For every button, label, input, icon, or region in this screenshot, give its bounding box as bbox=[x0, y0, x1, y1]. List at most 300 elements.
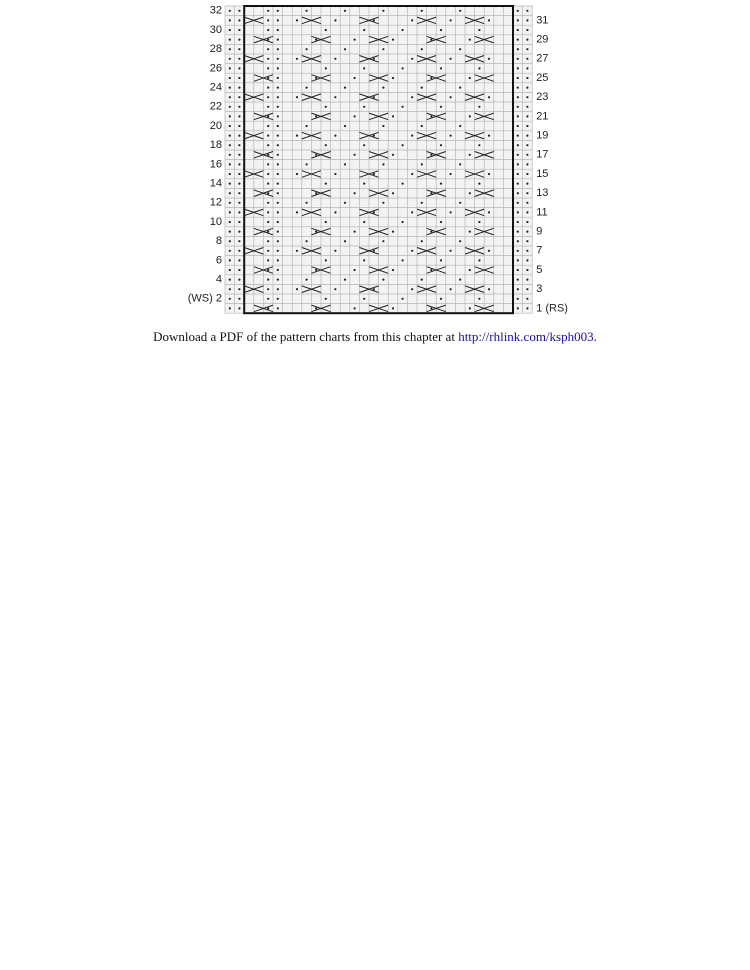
purl-dot bbox=[402, 259, 404, 261]
purl-dot bbox=[229, 19, 231, 21]
purl-dot bbox=[450, 250, 452, 252]
purl-dot bbox=[517, 48, 519, 50]
purl-dot bbox=[238, 77, 240, 79]
purl-dot bbox=[373, 58, 375, 60]
purl-dot bbox=[229, 106, 231, 108]
row-label-left: 12 bbox=[209, 196, 222, 209]
purl-dot bbox=[517, 307, 519, 309]
purl-dot bbox=[229, 29, 231, 31]
purl-dot bbox=[229, 307, 231, 309]
purl-dot bbox=[421, 279, 423, 281]
row-label-left: 22 bbox=[209, 100, 222, 113]
purl-dot bbox=[402, 144, 404, 146]
purl-dot bbox=[421, 163, 423, 165]
purl-dot bbox=[421, 48, 423, 50]
purl-dot bbox=[277, 173, 279, 175]
purl-dot bbox=[229, 269, 231, 271]
purl-dot bbox=[229, 250, 231, 252]
purl-dot bbox=[517, 39, 519, 41]
purl-dot bbox=[382, 202, 384, 204]
purl-dot bbox=[354, 192, 356, 194]
purl-dot bbox=[334, 135, 336, 137]
purl-dot bbox=[526, 115, 528, 117]
purl-dot bbox=[450, 19, 452, 21]
purl-dot bbox=[267, 87, 269, 89]
purl-dot bbox=[478, 67, 480, 69]
purl-dot bbox=[267, 125, 269, 127]
purl-dot bbox=[411, 96, 413, 98]
purl-dot bbox=[517, 269, 519, 271]
purl-dot bbox=[238, 87, 240, 89]
purl-dot bbox=[325, 259, 327, 261]
purl-dot bbox=[421, 240, 423, 242]
purl-dot bbox=[517, 154, 519, 156]
purl-dot bbox=[517, 87, 519, 89]
purl-dot bbox=[517, 250, 519, 252]
purl-dot bbox=[325, 298, 327, 300]
purl-dot bbox=[440, 144, 442, 146]
purl-dot bbox=[526, 211, 528, 213]
purl-dot bbox=[354, 154, 356, 156]
row-label-right: 29 bbox=[536, 33, 549, 46]
purl-dot bbox=[373, 211, 375, 213]
purl-dot bbox=[267, 231, 269, 233]
purl-dot bbox=[238, 10, 240, 12]
purl-dot bbox=[238, 48, 240, 50]
purl-dot bbox=[238, 125, 240, 127]
purl-dot bbox=[267, 115, 269, 117]
purl-dot bbox=[267, 10, 269, 12]
row-label-left: 14 bbox=[209, 177, 222, 190]
purl-dot bbox=[459, 48, 461, 50]
purl-dot bbox=[469, 269, 471, 271]
purl-dot bbox=[526, 250, 528, 252]
purl-dot bbox=[238, 202, 240, 204]
purl-dot bbox=[526, 135, 528, 137]
row-label-left: 24 bbox=[209, 81, 222, 94]
purl-dot bbox=[238, 221, 240, 223]
purl-dot bbox=[277, 77, 279, 79]
purl-dot bbox=[469, 115, 471, 117]
row-label-right: 5 bbox=[536, 263, 543, 276]
chart-caption bbox=[0, 329, 750, 345]
purl-dot bbox=[517, 259, 519, 261]
purl-dot bbox=[382, 87, 384, 89]
purl-dot bbox=[277, 183, 279, 185]
purl-dot bbox=[315, 77, 317, 79]
purl-dot bbox=[517, 221, 519, 223]
purl-dot bbox=[344, 279, 346, 281]
purl-dot bbox=[277, 29, 279, 31]
purl-dot bbox=[450, 96, 452, 98]
purl-dot bbox=[363, 67, 365, 69]
purl-dot bbox=[229, 125, 231, 127]
purl-dot bbox=[277, 298, 279, 300]
purl-dot bbox=[334, 19, 336, 21]
purl-dot bbox=[382, 48, 384, 50]
row-label-right: 1 (RS) bbox=[536, 302, 568, 315]
purl-dot bbox=[277, 48, 279, 50]
purl-dot bbox=[430, 307, 432, 309]
purl-dot bbox=[517, 125, 519, 127]
purl-dot bbox=[229, 77, 231, 79]
purl-dot bbox=[526, 202, 528, 204]
purl-dot bbox=[325, 144, 327, 146]
purl-dot bbox=[277, 240, 279, 242]
row-label-left: 8 bbox=[215, 235, 222, 248]
purl-dot bbox=[229, 10, 231, 12]
purl-dot bbox=[440, 221, 442, 223]
purl-dot bbox=[440, 106, 442, 108]
purl-dot bbox=[306, 125, 308, 127]
purl-dot bbox=[238, 96, 240, 98]
purl-dot bbox=[277, 288, 279, 290]
purl-dot bbox=[267, 288, 269, 290]
purl-dot bbox=[402, 298, 404, 300]
purl-dot bbox=[421, 10, 423, 12]
purl-dot bbox=[517, 279, 519, 281]
purl-dot bbox=[229, 39, 231, 41]
purl-dot bbox=[315, 154, 317, 156]
purl-dot bbox=[344, 87, 346, 89]
row-label-left: 16 bbox=[209, 158, 222, 171]
row-label-right: 21 bbox=[536, 110, 549, 123]
purl-dot bbox=[478, 144, 480, 146]
purl-dot bbox=[402, 221, 404, 223]
purl-dot bbox=[526, 163, 528, 165]
purl-dot bbox=[440, 183, 442, 185]
purl-dot bbox=[440, 67, 442, 69]
purl-dot bbox=[354, 231, 356, 233]
purl-dot bbox=[392, 115, 394, 117]
purl-dot bbox=[296, 288, 298, 290]
purl-dot bbox=[267, 96, 269, 98]
purl-dot bbox=[450, 211, 452, 213]
purl-dot bbox=[325, 183, 327, 185]
purl-dot bbox=[488, 135, 490, 137]
purl-dot bbox=[238, 259, 240, 261]
purl-dot bbox=[459, 279, 461, 281]
purl-dot bbox=[229, 173, 231, 175]
purl-dot bbox=[267, 279, 269, 281]
purl-dot bbox=[450, 58, 452, 60]
purl-dot bbox=[229, 144, 231, 146]
purl-dot bbox=[296, 58, 298, 60]
purl-dot bbox=[517, 67, 519, 69]
purl-dot bbox=[229, 221, 231, 223]
purl-dot bbox=[392, 269, 394, 271]
caption-end: . bbox=[593, 329, 597, 344]
purl-dot bbox=[526, 240, 528, 242]
purl-dot bbox=[229, 135, 231, 137]
purl-dot bbox=[344, 240, 346, 242]
purl-dot bbox=[277, 39, 279, 41]
row-label-left: 4 bbox=[215, 273, 222, 286]
purl-dot bbox=[354, 115, 356, 117]
purl-dot bbox=[373, 19, 375, 21]
purl-dot bbox=[229, 298, 231, 300]
row-label-left: 32 bbox=[209, 4, 222, 17]
row-label-right: 3 bbox=[536, 283, 543, 296]
purl-dot bbox=[238, 19, 240, 21]
purl-dot bbox=[238, 279, 240, 281]
purl-dot bbox=[267, 259, 269, 261]
purl-dot bbox=[267, 298, 269, 300]
purl-dot bbox=[430, 77, 432, 79]
purl-dot bbox=[354, 39, 356, 41]
purl-dot bbox=[306, 48, 308, 50]
purl-dot bbox=[459, 163, 461, 165]
purl-dot bbox=[229, 163, 231, 165]
purl-dot bbox=[526, 288, 528, 290]
purl-dot bbox=[229, 115, 231, 117]
purl-dot bbox=[229, 96, 231, 98]
purl-dot bbox=[277, 231, 279, 233]
purl-dot bbox=[277, 106, 279, 108]
purl-dot bbox=[526, 87, 528, 89]
purl-dot bbox=[229, 183, 231, 185]
purl-dot bbox=[363, 259, 365, 261]
purl-dot bbox=[363, 29, 365, 31]
purl-dot bbox=[411, 19, 413, 21]
chart-grid bbox=[180, 0, 580, 320]
purl-dot bbox=[238, 135, 240, 137]
purl-dot bbox=[344, 125, 346, 127]
purl-dot bbox=[306, 202, 308, 204]
purl-dot bbox=[478, 259, 480, 261]
purl-dot bbox=[267, 173, 269, 175]
purl-dot bbox=[277, 269, 279, 271]
row-label-right: 25 bbox=[536, 71, 549, 84]
purl-dot bbox=[229, 211, 231, 213]
purl-dot bbox=[277, 58, 279, 60]
purl-dot bbox=[382, 125, 384, 127]
purl-dot bbox=[267, 39, 269, 41]
knitting-chart bbox=[180, 0, 580, 320]
purl-dot bbox=[363, 221, 365, 223]
purl-dot bbox=[526, 67, 528, 69]
purl-dot bbox=[277, 87, 279, 89]
purl-dot bbox=[517, 173, 519, 175]
purl-dot bbox=[277, 19, 279, 21]
purl-dot bbox=[267, 19, 269, 21]
purl-dot bbox=[363, 183, 365, 185]
purl-dot bbox=[267, 240, 269, 242]
purl-dot bbox=[306, 279, 308, 281]
purl-dot bbox=[325, 67, 327, 69]
purl-dot bbox=[238, 250, 240, 252]
purl-dot bbox=[344, 202, 346, 204]
purl-dot bbox=[315, 115, 317, 117]
purl-dot bbox=[517, 10, 519, 12]
purl-dot bbox=[373, 96, 375, 98]
purl-dot bbox=[267, 269, 269, 271]
purl-dot bbox=[402, 106, 404, 108]
row-label-right: 17 bbox=[536, 148, 549, 161]
purl-dot bbox=[267, 307, 269, 309]
purl-dot bbox=[267, 202, 269, 204]
purl-dot bbox=[430, 39, 432, 41]
purl-dot bbox=[267, 67, 269, 69]
purl-dot bbox=[517, 144, 519, 146]
purl-dot bbox=[334, 250, 336, 252]
purl-dot bbox=[229, 259, 231, 261]
purl-dot bbox=[517, 115, 519, 117]
purl-dot bbox=[382, 279, 384, 281]
purl-dot bbox=[430, 154, 432, 156]
purl-dot bbox=[526, 29, 528, 31]
purl-dot bbox=[267, 192, 269, 194]
purl-dot bbox=[373, 135, 375, 137]
purl-dot bbox=[277, 307, 279, 309]
purl-dot bbox=[238, 211, 240, 213]
purl-dot bbox=[267, 221, 269, 223]
row-label-left: 28 bbox=[209, 43, 222, 56]
purl-dot bbox=[526, 10, 528, 12]
purl-dot bbox=[238, 163, 240, 165]
purl-dot bbox=[430, 231, 432, 233]
purl-dot bbox=[238, 67, 240, 69]
purl-dot bbox=[238, 183, 240, 185]
purl-dot bbox=[229, 231, 231, 233]
purl-dot bbox=[277, 279, 279, 281]
purl-dot bbox=[229, 87, 231, 89]
purl-dot bbox=[334, 288, 336, 290]
purl-dot bbox=[488, 288, 490, 290]
purl-dot bbox=[334, 173, 336, 175]
purl-dot bbox=[526, 19, 528, 21]
purl-dot bbox=[526, 154, 528, 156]
purl-dot bbox=[267, 77, 269, 79]
purl-dot bbox=[238, 231, 240, 233]
purl-dot bbox=[296, 211, 298, 213]
purl-dot bbox=[526, 48, 528, 50]
purl-dot bbox=[411, 58, 413, 60]
purl-dot bbox=[440, 29, 442, 31]
purl-dot bbox=[238, 58, 240, 60]
purl-dot bbox=[325, 29, 327, 31]
purl-dot bbox=[411, 173, 413, 175]
purl-dot bbox=[267, 183, 269, 185]
pdf-download-link[interactable]: http://rhlink.com/ksph003 bbox=[458, 329, 594, 344]
purl-dot bbox=[238, 288, 240, 290]
purl-dot bbox=[392, 192, 394, 194]
purl-dot bbox=[517, 240, 519, 242]
purl-dot bbox=[478, 106, 480, 108]
purl-dot bbox=[526, 144, 528, 146]
purl-dot bbox=[334, 96, 336, 98]
purl-dot bbox=[478, 183, 480, 185]
purl-dot bbox=[411, 250, 413, 252]
purl-dot bbox=[277, 96, 279, 98]
purl-dot bbox=[526, 125, 528, 127]
purl-dot bbox=[229, 202, 231, 204]
purl-dot bbox=[526, 39, 528, 41]
row-label-right: 23 bbox=[536, 91, 549, 104]
purl-dot bbox=[267, 144, 269, 146]
purl-dot bbox=[277, 144, 279, 146]
purl-dot bbox=[306, 87, 308, 89]
purl-dot bbox=[334, 58, 336, 60]
purl-dot bbox=[488, 58, 490, 60]
purl-dot bbox=[450, 135, 452, 137]
purl-dot bbox=[238, 192, 240, 194]
caption-text: Download a PDF of the pattern charts from this chapter at bbox=[153, 329, 459, 344]
purl-dot bbox=[392, 307, 394, 309]
purl-dot bbox=[238, 307, 240, 309]
purl-dot bbox=[238, 269, 240, 271]
purl-dot bbox=[354, 77, 356, 79]
purl-dot bbox=[517, 135, 519, 137]
purl-dot bbox=[517, 29, 519, 31]
purl-dot bbox=[382, 240, 384, 242]
purl-dot bbox=[488, 173, 490, 175]
purl-dot bbox=[277, 250, 279, 252]
row-label-right: 19 bbox=[536, 129, 549, 142]
row-label-left: (WS) 2 bbox=[187, 292, 222, 305]
purl-dot bbox=[229, 240, 231, 242]
purl-dot bbox=[517, 231, 519, 233]
purl-dot bbox=[238, 173, 240, 175]
purl-dot bbox=[296, 173, 298, 175]
purl-dot bbox=[459, 87, 461, 89]
purl-dot bbox=[334, 211, 336, 213]
purl-dot bbox=[306, 240, 308, 242]
purl-dot bbox=[526, 259, 528, 261]
purl-dot bbox=[267, 154, 269, 156]
purl-dot bbox=[238, 154, 240, 156]
purl-dot bbox=[229, 192, 231, 194]
purl-dot bbox=[344, 163, 346, 165]
purl-dot bbox=[277, 154, 279, 156]
purl-dot bbox=[392, 231, 394, 233]
purl-dot bbox=[277, 202, 279, 204]
purl-dot bbox=[325, 221, 327, 223]
purl-dot bbox=[229, 279, 231, 281]
purl-dot bbox=[440, 298, 442, 300]
purl-dot bbox=[315, 39, 317, 41]
purl-dot bbox=[450, 288, 452, 290]
purl-dot bbox=[517, 106, 519, 108]
purl-dot bbox=[526, 106, 528, 108]
purl-dot bbox=[267, 135, 269, 137]
purl-dot bbox=[229, 288, 231, 290]
purl-dot bbox=[517, 58, 519, 60]
purl-dot bbox=[238, 39, 240, 41]
purl-dot bbox=[373, 250, 375, 252]
purl-dot bbox=[430, 269, 432, 271]
purl-dot bbox=[277, 135, 279, 137]
purl-dot bbox=[267, 58, 269, 60]
purl-dot bbox=[277, 67, 279, 69]
purl-dot bbox=[478, 29, 480, 31]
purl-dot bbox=[450, 173, 452, 175]
purl-dot bbox=[229, 48, 231, 50]
purl-dot bbox=[277, 221, 279, 223]
purl-dot bbox=[373, 288, 375, 290]
purl-dot bbox=[469, 39, 471, 41]
purl-dot bbox=[267, 163, 269, 165]
purl-dot bbox=[267, 29, 269, 31]
purl-dot bbox=[526, 307, 528, 309]
purl-dot bbox=[421, 125, 423, 127]
purl-dot bbox=[238, 298, 240, 300]
purl-dot bbox=[363, 106, 365, 108]
purl-dot bbox=[277, 163, 279, 165]
purl-dot bbox=[421, 87, 423, 89]
purl-dot bbox=[459, 10, 461, 12]
purl-dot bbox=[382, 163, 384, 165]
